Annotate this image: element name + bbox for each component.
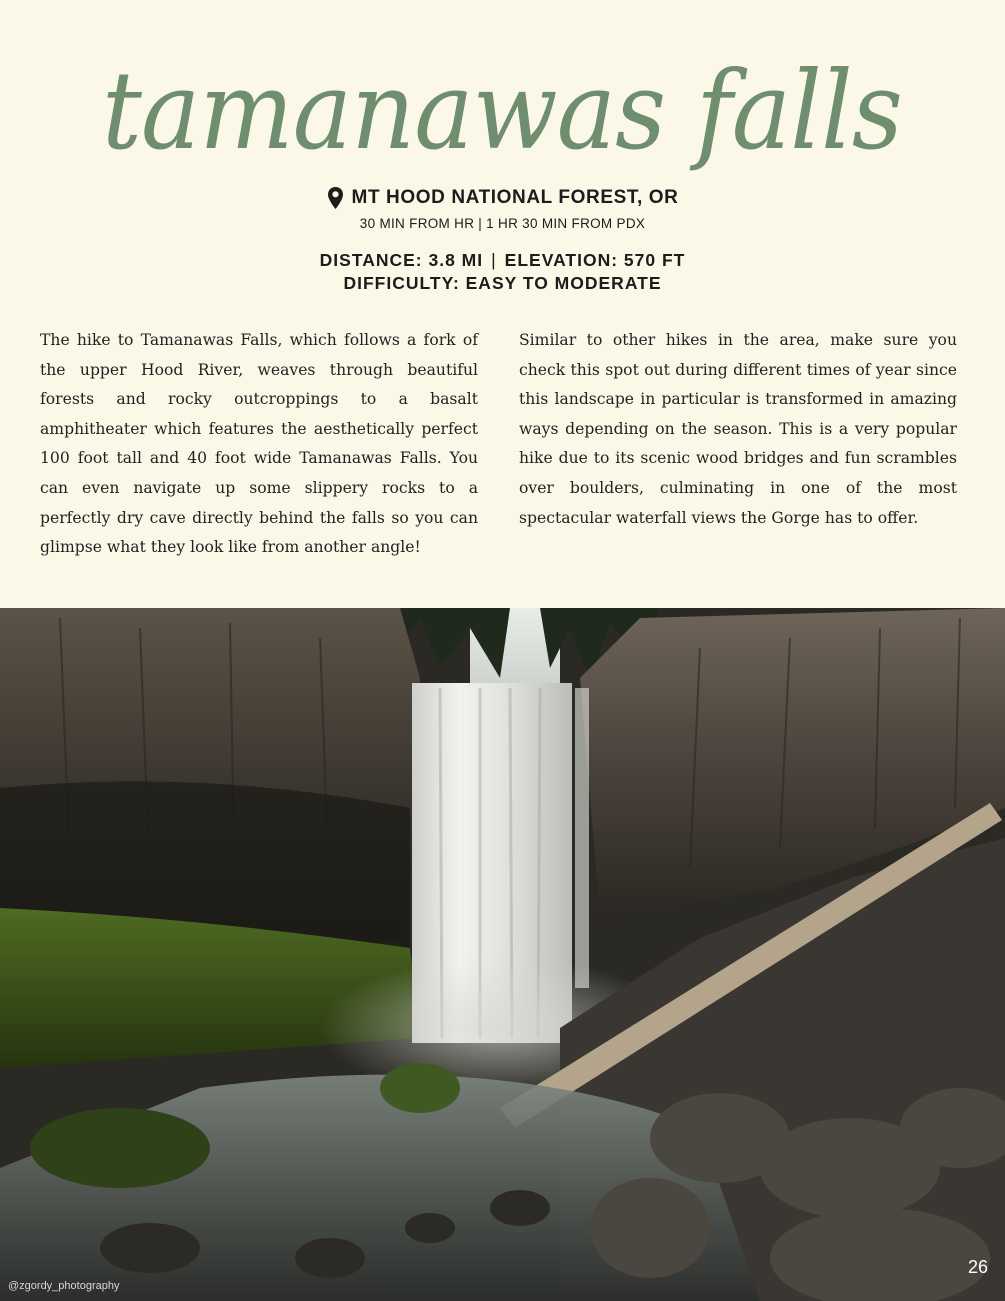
location-name: MT HOOD NATIONAL FOREST, OR <box>351 187 679 208</box>
map-pin-icon <box>327 186 344 210</box>
page-title-text: tamanawas falls <box>102 49 902 174</box>
drive-times: 30 MIN FROM HR | 1 HR 30 MIN FROM PDX <box>359 216 646 231</box>
trail-stats <box>0 249 1005 295</box>
description-paragraph-left: The hike to Tamanawas Falls, which follows a fork of the upper Hood River, weaves through beautiful forests and rocky outcroppings to a basalt amphitheater which features the aesthetically perfect 100 foot tall and 40 foot wide Tamanawas Falls. You can even navigate up some slippery rocks to a perfectly dry cave directly behind the falls so you can glimpse what they look like from another angle! <box>40 331 478 557</box>
stats-separator: | <box>491 250 497 270</box>
distance-stat: DISTANCE: 3.8 MI <box>319 250 484 270</box>
photo-credit: @zgordy_photography <box>8 1280 120 1292</box>
waterfall-photo <box>0 608 1005 1301</box>
page-title <box>0 0 1005 180</box>
location-block <box>0 186 1005 231</box>
difficulty-stat: DIFFICULTY: EASY TO MODERATE <box>343 273 662 293</box>
description-paragraph-right: Similar to other hikes in the area, make sure you check this spot out during different times of year since this landscape in particular is transformed in amazing ways depending on the season. This is a very popular hike due to its scenic wood bridges and fun scrambles over boulders, culminating in one of the most spectacular waterfall views the Gorge has to offer. <box>519 331 957 527</box>
page-number: 26 <box>967 1257 988 1277</box>
elevation-stat: ELEVATION: 570 FT <box>504 250 686 270</box>
